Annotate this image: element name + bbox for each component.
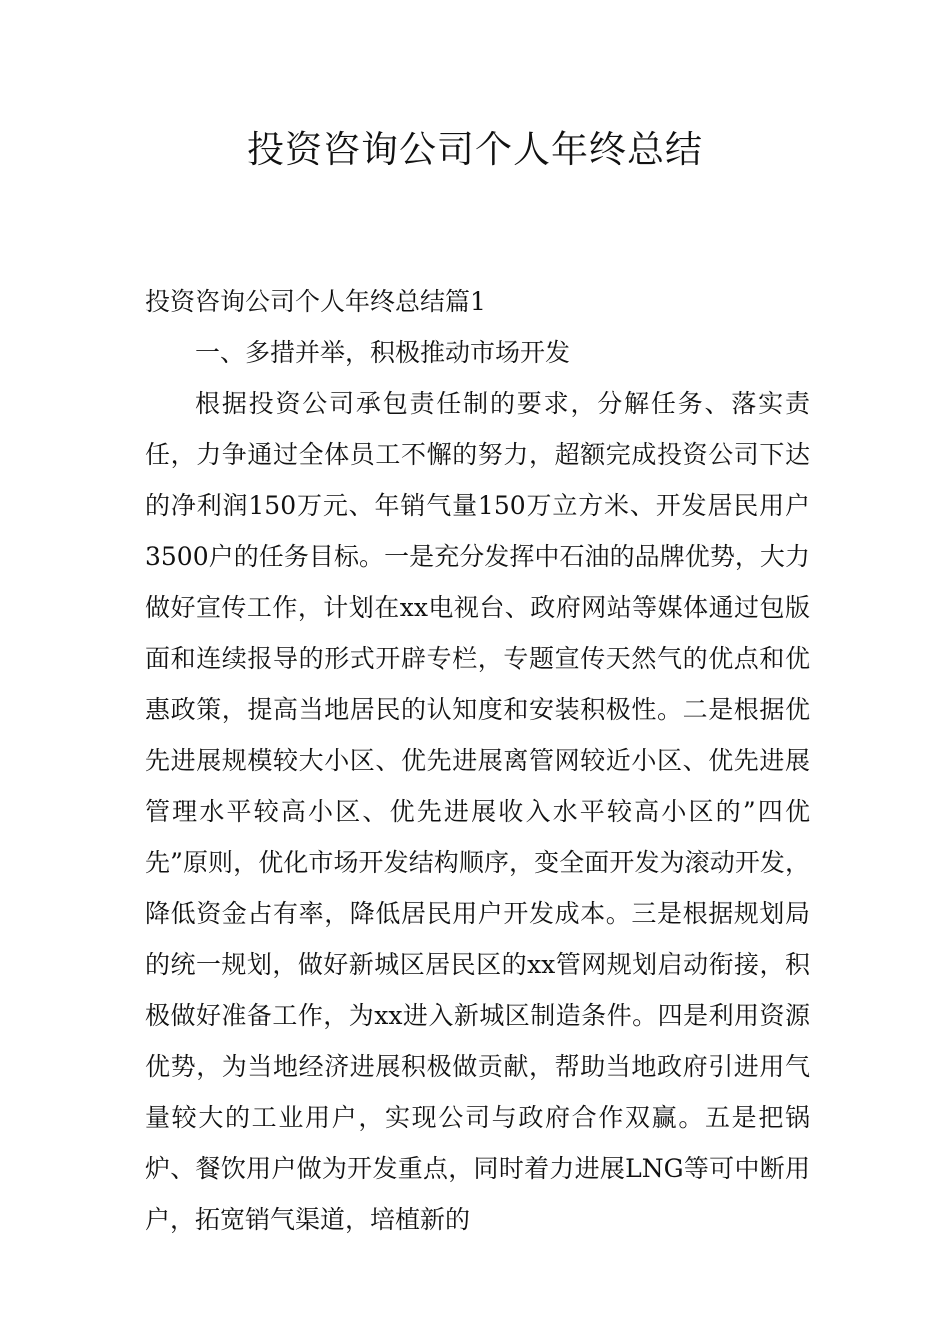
document-body [145,276,810,1245]
document-subtitle: 投资咨询公司个人年终总结篇1 [145,287,486,316]
body-paragraph: 根据投资公司承包责任制的要求，分解任务、落实责任，力争通过全体员工不懈的努力，超额完成投资公司下达的净利润150万元、年销气量150万立方米、开发居民用户3500户的任务目标。一是充分发挥中石油的品牌优势，大力做好宣传工作，计划在xx电视台、政府网站等媒体通过包版面和连续报导的形式开辟专栏，专题宣传天然气的优点和优惠政策，提高当地居民的认知度和安装积极性。二是根据优先进展规模较大小区、优先进展离管网较近小区、优先进展管理水平较高小区、优先进展收入水平较高小区的”四优先”原则，优化市场开发结构顺序，变全面开发为滚动开发，降低资金占有率，降低居民用户开发成本。三是根据规划局的统一规划，做好新城区居民区的xx管网规划启动衔接，积极做好准备工作，为xx进入新城区制造条件。四是利用资源优势，为当地经济进展积极做贡献，帮助当地政府引进用气量较大的工业用户，实现公司与政府合作双赢。五是把锅炉、餐饮用户做为开发重点，同时着力进展LNG等可中断用户，拓宽销气渠道，培植新的 [145,389,810,1234]
document-title: 投资咨询公司个人年终总结 [247,128,703,171]
section-heading: 一、多措并举，积极推动市场开发 [195,338,571,367]
